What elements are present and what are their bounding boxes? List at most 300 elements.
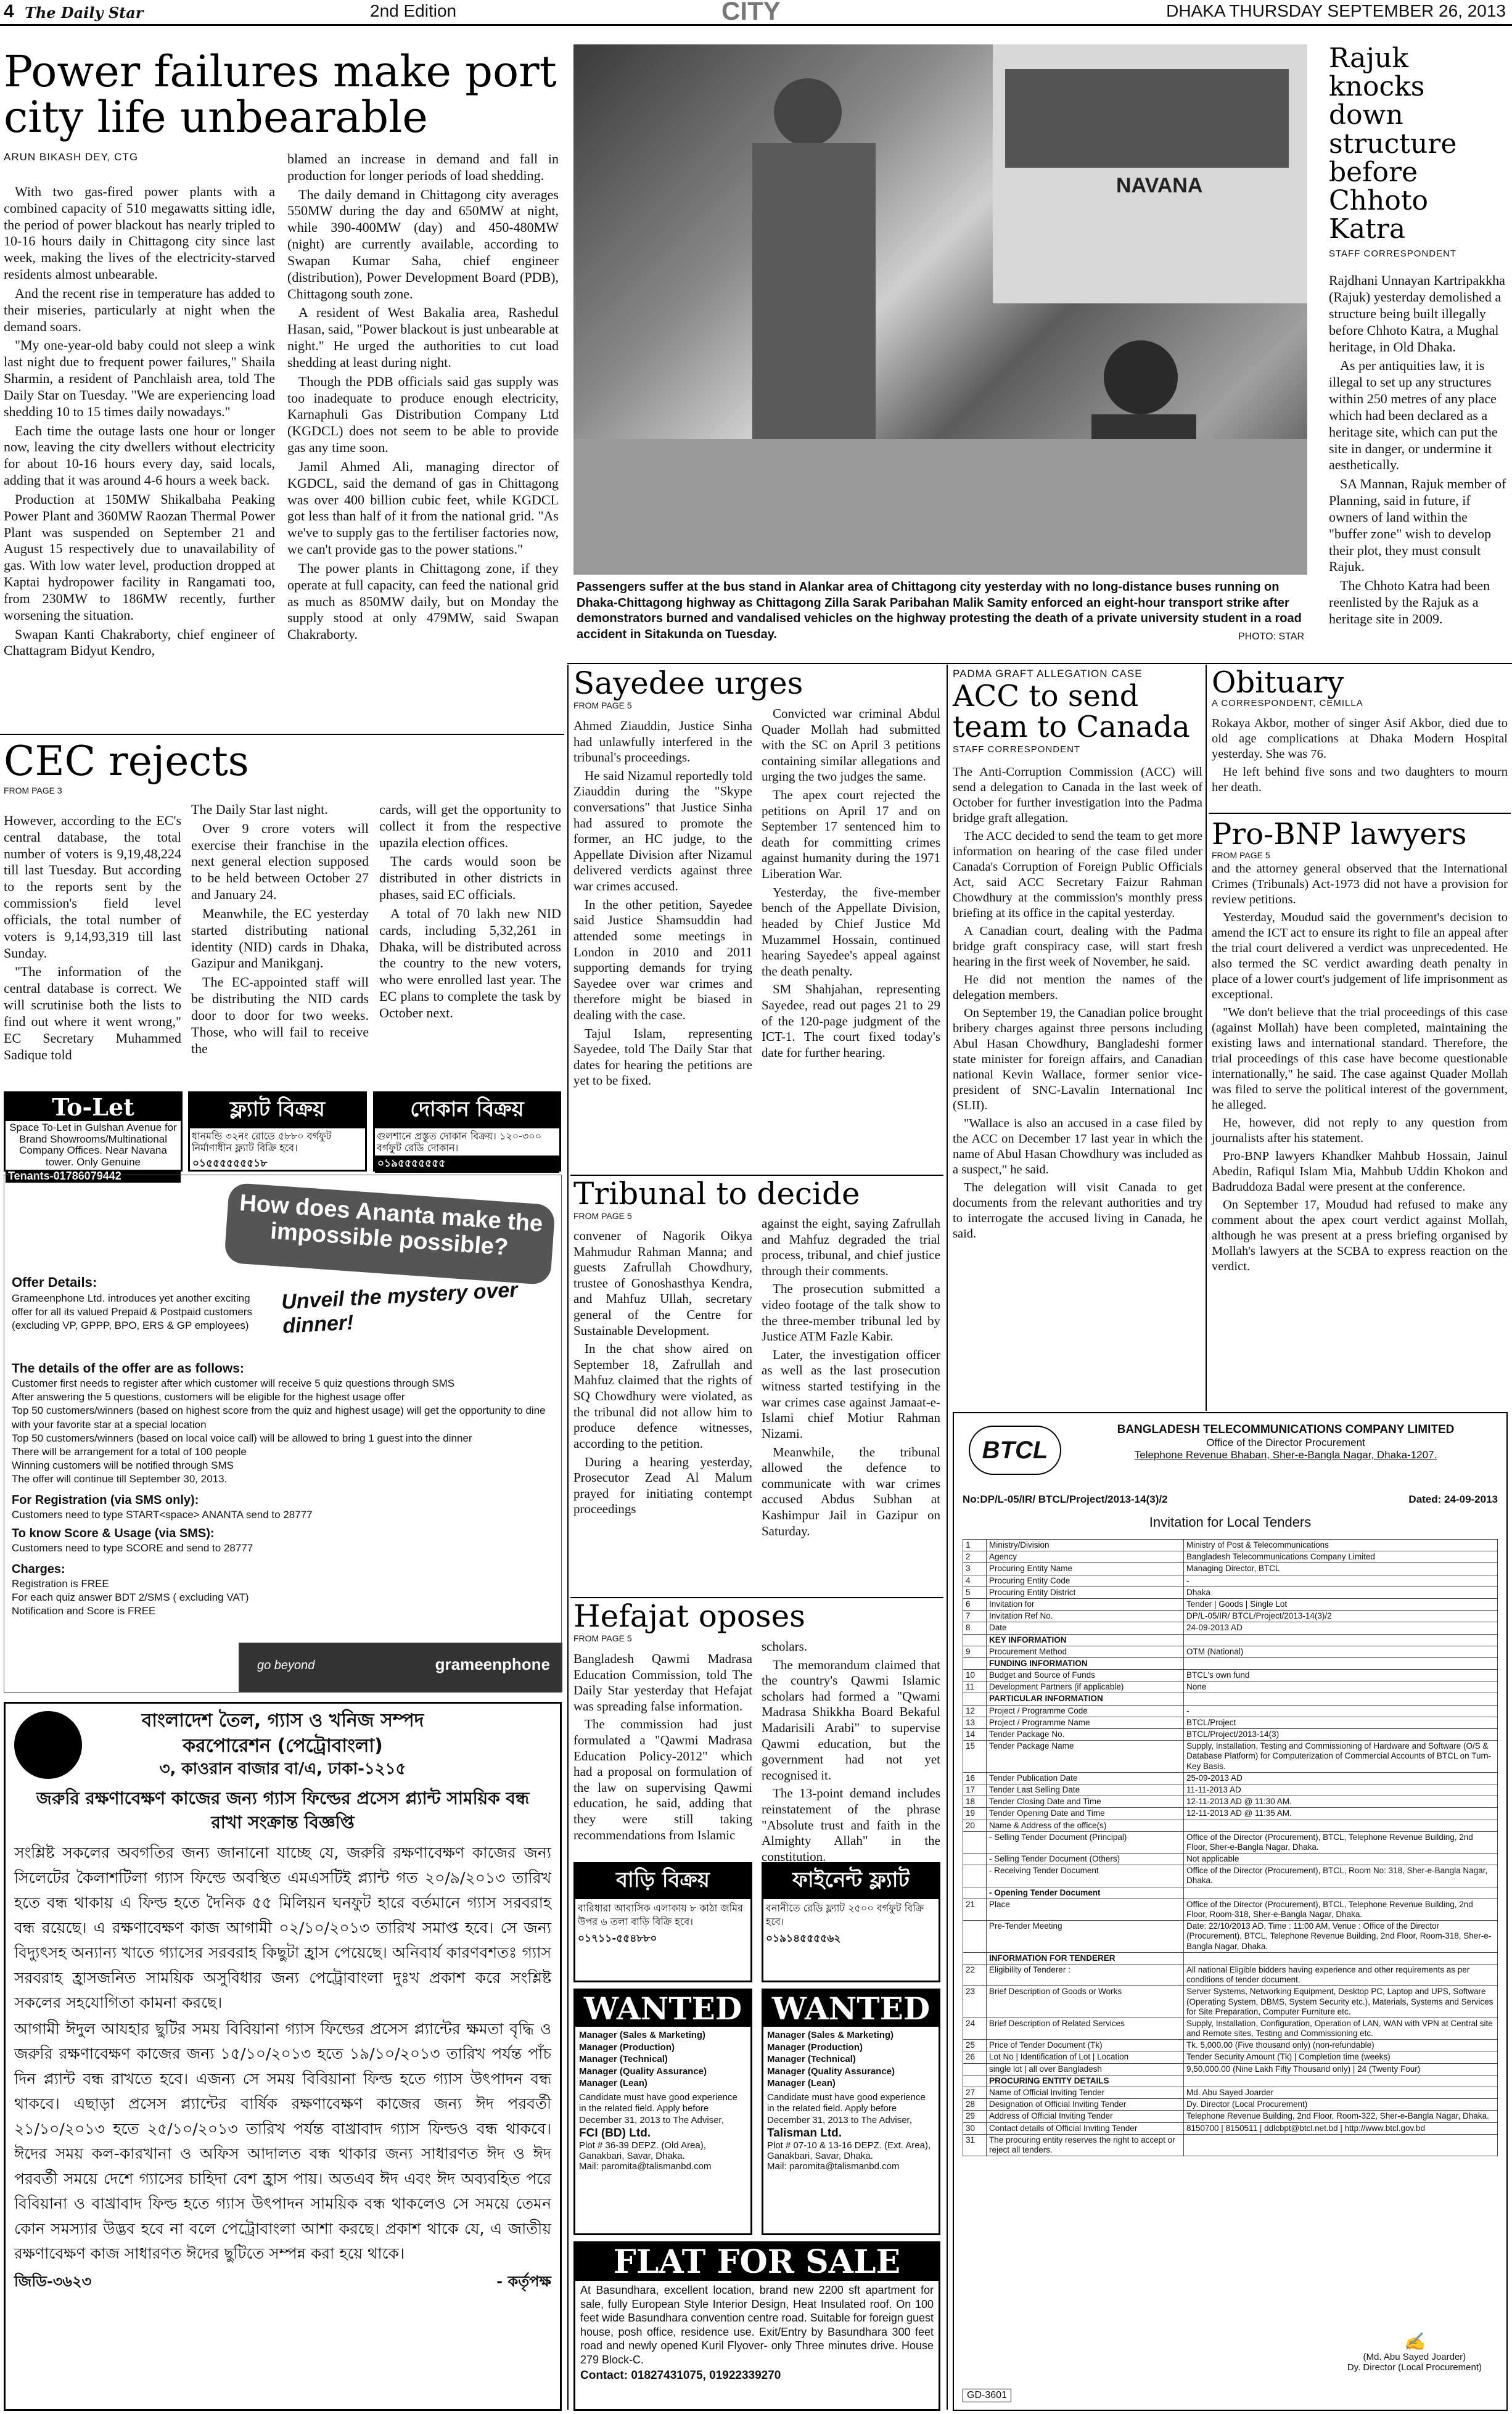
- tender-row-no: 11: [963, 1681, 987, 1693]
- ad-offer: [12, 1274, 271, 1332]
- btcl-logo: BTCL: [969, 1426, 1061, 1475]
- tender-row: [963, 1681, 1498, 1693]
- position-item: Manager (Technical): [579, 2054, 668, 2064]
- ad-text: গুলশানে প্রস্তুত দোকান বিক্রয়। ১২০-৩০০ বর্গফুট রেডি দোকান।: [377, 1130, 542, 1154]
- tribunal-col-2: [762, 1216, 940, 1592]
- ad-title: ফাইনেন্ট ফ্ল্যাট: [763, 1864, 939, 1899]
- ad-finished-flat-bn: [762, 1862, 940, 1982]
- tender-row-label: Tender Package No.: [987, 1729, 1184, 1741]
- paragraph: As per antiquities law, it is illegal to set up any structures within 250 metres of any place which had been declared as a heritage site, which can put the site in danger, or undermine it aesthetically.: [1329, 358, 1498, 473]
- paragraph: Later, the investigation officer as well as the last prosecution witness started testifying in the war crimes case against Jamaat-e-Islami chief Motiur Rahman Nizami.: [762, 1347, 940, 1441]
- btcl-signature: [1347, 2331, 1482, 2373]
- tender-row-value: [1184, 2134, 1498, 2156]
- paragraph: Yesterday, the five-member bench of the Appellate Division, headed by Chief Justice Md Muzammel Hossain, continued hearing Sayedee's appeal against the death penalty.: [762, 884, 940, 979]
- ad-company: Talisman Ltd.: [767, 2126, 842, 2140]
- btcl-company: BANGLADESH TELECOMMUNICATIONS COMPANY LIMITED: [1117, 1423, 1455, 1436]
- ad-wanted-fci: [573, 1989, 752, 2235]
- tender-row-no: 3: [963, 1563, 987, 1575]
- notice-sign: - কর্তৃপক্ষ: [496, 2272, 551, 2290]
- paragraph: and the attorney general observed that the International Crimes (Tribunals) Act-1973 did not have a provision for review petitions.: [1212, 861, 1508, 906]
- story-probnp: [1212, 819, 1508, 1398]
- photo-scene: [573, 44, 1307, 575]
- story-cec: [4, 737, 562, 796]
- paragraph: The Chhoto Katra had been reenlisted by the Rajuk as a heritage site in 2009.: [1329, 578, 1490, 626]
- ad-wanted-talisman: [762, 1989, 940, 2235]
- notice-org: [14, 1709, 551, 1780]
- tender-row-label: Contact details of Official Inviting Tender: [987, 2122, 1184, 2134]
- tender-row-value: Tender Security Amount (Tk) | Completion time (weeks): [1184, 2051, 1498, 2063]
- power-col-1: [4, 184, 275, 726]
- tender-row-label: Eligibility of Tenderer :: [987, 1964, 1184, 1985]
- btcl-refline: [963, 1493, 1498, 1506]
- btcl-office: Office of the Director Procurement: [1206, 1437, 1365, 1448]
- notice-ref: জিডি-৩৬২৩: [14, 2272, 92, 2290]
- tender-row-label: Date: [987, 1622, 1184, 1634]
- paragraph: cards, will get the opportunity to collect it from the respective upazila election offices.: [379, 802, 561, 850]
- tender-row-no: 8: [963, 1622, 987, 1634]
- tender-row-value: [1184, 1887, 1498, 1899]
- column-rule: [947, 665, 948, 2410]
- tender-row: [963, 1717, 1498, 1728]
- photo-credit: PHOTO: STAR: [1238, 631, 1304, 642]
- tender-row-no: [963, 2063, 987, 2075]
- byline-acc: STAFF CORRESPONDENT: [953, 744, 1081, 755]
- position-item: Manager (Technical): [767, 2054, 856, 2064]
- tender-row-label: Name of Official Inviting Tender: [987, 2087, 1184, 2099]
- divider: [0, 734, 564, 735]
- paragraph: On September 19, the Canadian police brought bribery charges against three persons including Abul Hasan Chowdhury, Bangladeshi former state minister for foreign affairs, and Canadian national Kevin Wallace, former senior vice-president of SNC-Lavalin International Inc (SLII).: [953, 1006, 1202, 1112]
- tender-row: [963, 1693, 1498, 1705]
- tender-row-no: 21: [963, 1899, 987, 1920]
- tender-row: [963, 1634, 1498, 1646]
- tender-row-value: None: [1184, 1681, 1498, 1693]
- paragraph: Meanwhile, the EC yesterday started distributing national identity (NID) cards in Dhaka, Gazipur and Manikganj.: [191, 905, 369, 971]
- tender-row-label: INFORMATION FOR TENDERER: [987, 1952, 1184, 1964]
- grameenphone-logo: grameenphone: [435, 1655, 550, 1673]
- tender-row: [963, 1854, 1498, 1865]
- paragraph: In the chat show aired on September 18, Zafrullah and Mahfuz claimed that the rights of SQ Chowdhury were violated, as the tribunal did not allow him to produce defence witnesses, according to the petition.: [573, 1341, 752, 1451]
- paragraph: Production at 150MW Shikalbaha Peaking Power Plant and 360MW Raozan Thermal Power Plant was suspended on September 21 and August 15 respectively due to unavailability of gas. With low water level, production dropped at Kaptai hydropower facility in Rangamati too, from 230MW to 186MW recently, further worsening the situation.: [4, 491, 275, 623]
- story-obituary: [1212, 667, 1508, 798]
- paragraph: However, according to the EC's central database, the total number of voters is 9,19,48,224 till last Tuesday. But according to the reports sent by the commission's field level officials, the total number of voters is 9,14,93,319 till last Sunday.: [4, 813, 181, 961]
- notice-footer: [14, 2270, 551, 2295]
- btcl-date: Dated: 24-09-2013: [1408, 1493, 1498, 1505]
- tender-row-value: Server Systems, Networking Equipment, Desktop PC, Laptop and UPS, Software (Operating System, DBMS, System Security etc.), Materials, Systems and Services for Site Preparation, Computer Furniture etc.: [1184, 1986, 1498, 2018]
- ad-address: Plot # 36-39 DEPZ. (Old Area), Ganakbari, Savar, Dhaka.: [579, 2140, 706, 2161]
- acc-body: [953, 765, 1202, 1241]
- tender-row-label: Address of Official Inviting Tender: [987, 2111, 1184, 2122]
- tender-row-value: Managing Director, BTCL: [1184, 1563, 1498, 1575]
- tender-row-value: [1184, 2075, 1498, 2087]
- tender-row-no: [963, 1634, 987, 1646]
- ad-score-title: To know Score & Usage (via SMS):: [12, 1527, 215, 1541]
- paragraph: convener of Nagorik Oikya Mahmudur Rahman Manna; and guests Zafrullah Chowdhury, trustee of Gonoshasthya Kendra, and Mahfuz Ullah, secretary general of the Centre for Sustainable Development.: [573, 1228, 752, 1338]
- paragraph: He said Nizamul reportedly told Ziauddin during the "Skype conversations" that Justice Sinha had assured to promote the former, an HC judge, to the Appellate Division after Nizamul delivered verdicts against three war crimes accused.: [573, 768, 752, 894]
- headline-probnp: Pro-BNP lawyers: [1212, 817, 1467, 852]
- tender-row: [963, 1575, 1498, 1587]
- tender-row: [963, 1921, 1498, 1953]
- tender-row-label: The procuring entity reserves the right to accept or reject all tenders.: [987, 2134, 1184, 2156]
- ad-title: To-Let: [6, 1093, 181, 1121]
- notice-para-1: সংশ্লিষ্ট সকলের অবগতির জন্য জানানো যাচ্ছে যে, জরুরি রক্ষণাবেক্ষণ কাজের জন্য সিলেটের কৈলাশটিলা গ্যাস ফিল্ডে অবস্থিত এমএসটিই প্ল্যান্ট গত ২০/৯/২০১৩ তারিখ হতে বন্ধ থাকায় এ ফিল্ড হতে দৈনিক ৫৫ মিলিয়ন ঘনফুট হারে বর্তমানে গ্যাস সরবরাহ বন্ধ রয়েছে। এ রক্ষণাবেক্ষণ কাজ আগামী ০২/১০/২০১৩ তারিখ সমাপ্ত হবে। সে জন্য বিদ্যুৎসহ অন্যান্য খাতে গ্যাসের সরবরাহ কিছুটা হ্রাস পেয়েছে। অনিবার্য কারণবশতঃ গ্যাস সরবরাহ হ্রাসজনিত সাময়িক অসুবিধার জন্য পেট্রোবাংলা দুঃখ প্রকাশ করে সংশ্লিষ্ট সকলের সহযোগিতা কামনা করছে।: [14, 1844, 551, 2012]
- tender-row: [963, 1646, 1498, 1657]
- tender-row-label: Procuring Entity Name: [987, 1563, 1184, 1575]
- tender-row-label: Place: [987, 1899, 1184, 1920]
- paragraph: He did not mention the names of the delegation members.: [953, 972, 1202, 1002]
- cec-col-1: [4, 813, 181, 1084]
- ad-score-text: Customers need to type SCORE and send to 28777: [12, 1542, 253, 1554]
- tender-row-no: 18: [963, 1796, 987, 1808]
- photo-caption: [577, 580, 1304, 643]
- news-photo: [573, 44, 1307, 575]
- ad-text: ধানমন্ডি ৩২নং রোডে ৫৮৮০ বর্গফুট নির্মাণাধীন ফ্ল্যাট বিক্রি হবে।: [192, 1130, 332, 1154]
- paragraph: Yesterday, Moudud said the government's decision to amend the ICT act to ensure its right to file an appeal after the trial court delivered a verdict was unprecedented. He also termed the SC verdict awarding death penalty in place of a lower court's judgement of life imprisonment as exceptional.: [1212, 910, 1508, 1001]
- org-name-1: বাংলাদেশ তৈল, গ্যাস ও খনিজ সম্পদ: [141, 1710, 424, 1731]
- tender-row-no: 22: [963, 1964, 987, 1985]
- paragraph: The Daily Star last night.: [191, 802, 328, 817]
- paragraph: Jamil Ahmed Ali, managing director of KGDCL, said the demand of gas in Chittagong was over 400 billion cubic feet, while KGDCL got less than half of it from the national grid. "As we've to supply gas to the fertiliser factories now, we can't provide gas to the power stations.": [287, 458, 559, 557]
- tender-row-value: Telephone Revenue Building, 2nd Floor, Room-322, Sher-e-Bangla Nagar, Dhaka.: [1184, 2111, 1498, 2122]
- tender-row-label: single lot | all over Bangladesh: [987, 2063, 1184, 2075]
- paragraph: Meanwhile, the tribunal allowed the defence to communicate with war crimes accused Abdus Subhan at Kashimpur Jail in Gazipur on Saturday.: [762, 1444, 940, 1538]
- ad-reg-text: Customers need to type START<space> ANANTA send to 28777: [12, 1509, 313, 1521]
- position-item: Manager (Lean): [767, 2078, 836, 2088]
- tender-row-no: 23: [963, 1986, 987, 2018]
- hefajat-col-2: [762, 1639, 940, 1864]
- tender-row-no: [963, 1693, 987, 1705]
- tender-row: [963, 1899, 1498, 1920]
- ground: [573, 439, 1307, 575]
- paragraph: against the eight, saying Zafrullah and Mahfuz degraded the trial process, tribunal, and chief justice through their comments.: [762, 1216, 940, 1278]
- ad-slogan: go beyond: [257, 1659, 315, 1672]
- tender-row-label: Budget and Source of Funds: [987, 1670, 1184, 1681]
- page-header: [0, 0, 1512, 26]
- tender-row-label: Tender Publication Date: [987, 1772, 1184, 1784]
- tender-row-label: FUNDING INFORMATION: [987, 1657, 1184, 1669]
- paragraph: "The information of the central database is correct. We will scrutinise both the lists to find out where it went wrong," EC Secretary Muhammed Sadique told: [4, 964, 181, 1062]
- btcl-address: Telephone Revenue Bhaban, Sher-e-Bangla Nagar, Dhaka-1207.: [1134, 1449, 1437, 1461]
- tender-row-no: 1: [963, 1540, 987, 1551]
- story-hefajat: [573, 1600, 940, 1644]
- tender-row-value: Office of the Director (Procurement), BTCL, Telephone Revenue Building, 2nd Floor, Sher-e-Bangla Nagar, Dhaka.: [1184, 1831, 1498, 1853]
- tender-row: [963, 1887, 1498, 1899]
- tender-row: [963, 2134, 1498, 2156]
- tender-row-no: [963, 1887, 987, 1899]
- tender-row-value: OTM (National): [1184, 1646, 1498, 1657]
- tender-row-value: Office of the Director (Procurement), BTCL, Telephone Revenue Building, 2nd Floor, Room-318, Sher-e-Bangla Nagar, Dhaka.: [1184, 1899, 1498, 1920]
- ad-title: FLAT FOR SALE: [575, 2243, 939, 2281]
- paragraph: The Anti-Corruption Commission (ACC) will send a delegation to Canada in the last week of October for further investigation into the Padma bridge graft allegation.: [953, 765, 1202, 825]
- tender-row-no: 29: [963, 2111, 987, 2122]
- paragraph: He, however, did not reply to any question from journalists after his statement.: [1212, 1115, 1508, 1145]
- tender-row: [963, 2051, 1498, 2063]
- tender-row: [963, 1964, 1498, 1985]
- tender-row-no: 24: [963, 2018, 987, 2039]
- paragraph: Over 9 crore voters will exercise their franchise in the next general election supposed to be held between October 27 and January 24.: [191, 820, 369, 903]
- ad-contact: Contact: 01827431075, 01922339270: [580, 2369, 781, 2382]
- tender-row-value: [1184, 1952, 1498, 1964]
- ad-note: Candidate must have good experience in the related field. Apply before December 31, 2013 to The Adviser,: [579, 2092, 738, 2125]
- notice-petrobangla: [4, 1702, 562, 2411]
- ad-footer-bar: [239, 1643, 562, 1692]
- tender-row-no: [963, 1831, 987, 1853]
- paragraph: He left behind five sons and two daughters to mourn her death.: [1212, 765, 1508, 795]
- edition-label: 2nd Edition: [370, 1, 457, 20]
- signature-mark-icon: ✍: [1403, 2331, 1426, 2352]
- btcl-gd-ref: GD-3601: [963, 2389, 1011, 2402]
- tender-row: [963, 1772, 1498, 1784]
- ad-tagline: Unveil the mystery over dinner!: [281, 1278, 519, 1338]
- tender-row: [963, 1622, 1498, 1634]
- tender-row: [963, 1741, 1498, 1773]
- story-acc: [953, 667, 1202, 1241]
- tender-row-value: Not applicable: [1184, 1854, 1498, 1865]
- tender-row-value: -: [1184, 1705, 1498, 1717]
- ad-phone: ০১৯৫৫৫৫৫৫৫: [375, 1156, 559, 1173]
- byline-power: ARUN BIKASH DEY, CTG: [4, 151, 139, 163]
- ad-phone: ০১৫৫৫৫৫৫৫১৮: [192, 1157, 268, 1170]
- tender-row-value: Tk. 5,000.00 (Five thousand only) (non-refundable): [1184, 2040, 1498, 2051]
- tender-row-value: 24-09-2013 AD: [1184, 1622, 1498, 1634]
- tender-row: [963, 1820, 1498, 1831]
- tender-row-label: Designation of Official Inviting Tender: [987, 2099, 1184, 2111]
- paragraph: Swapan Kanti Chakraborty, chief engineer of Chattagram Bidyut Kendro,: [4, 626, 275, 659]
- tender-row-label: Procuring Entity District: [987, 1587, 1184, 1598]
- tender-row: [963, 1705, 1498, 1717]
- paragraph: The 13-point demand includes reinstatement of the phrase "Absolute trust and faith in the Almighty Allah" in the constitution.: [762, 1786, 940, 1864]
- jump-hefajat: FROM PAGE 5: [573, 1633, 632, 1643]
- ad-offer-title: Offer Details:: [12, 1275, 97, 1290]
- paragraph: The cards would soon be distributed in other districts in phases, said EC officials.: [379, 853, 561, 903]
- jump-tribunal: FROM PAGE 5: [573, 1210, 632, 1221]
- paragraph: Convicted war criminal Abdul Quader Mollah had submitted with the SC on April 3 petitions containing similar allegations and urging the two judges the same.: [762, 706, 940, 784]
- tender-row-label: Lot No | Identification of Lot | Location: [987, 2051, 1184, 2063]
- tender-row: [963, 2122, 1498, 2134]
- tender-row-no: 2: [963, 1551, 987, 1563]
- paragraph: A resident of West Bakalia area, Rashedul Hasan, said, "Power blackout is just unbearable at night." He urged the authorities to cut load shedding at least during night.: [287, 305, 559, 370]
- sayedee-col-1: [573, 718, 752, 1168]
- ad-text: বনানীতে রেডি ফ্ল্যাট ২৫০০ বর্গফুট বিক্রি হবে।: [766, 1902, 924, 1928]
- paragraph: Though the PDB officials said gas supply was too inadequate to produce enough electricity, Karnaphuli Gas Distribution Company Ltd (KGDCL) does not seem to be able to provide gas any time soon.: [287, 373, 559, 456]
- person-figure: [752, 143, 876, 464]
- paragraph: Ahmed Ziauddin, Justice Sinha had unlawfully interfered in the tribunal's proceedings.: [573, 718, 752, 765]
- ad-positions: [763, 2027, 939, 2092]
- tender-row-label: Project / Programme Code: [987, 1705, 1184, 1717]
- tender-row-no: [963, 1865, 987, 1887]
- tender-row: [963, 2099, 1498, 2111]
- notice-btcl-tender: [953, 1412, 1508, 2411]
- ad-charge-item: Notification and Score is FREE: [12, 1605, 156, 1617]
- ad-detail-item: Customer first needs to register after which customer will receive 5 quiz questions through SMS: [12, 1377, 455, 1390]
- byline-obituary: A CORRESPONDENT, CEMILLA: [1212, 698, 1363, 709]
- tender-row-no: 15: [963, 1741, 987, 1773]
- headline-rajuk: Rajuk knocks down structure before Chhoto Katra: [1329, 43, 1457, 245]
- tender-row-value: Dy. Director (Local Procurement): [1184, 2099, 1498, 2111]
- headline-obituary: Obituary: [1212, 665, 1344, 700]
- ad-title: WANTED: [575, 1990, 750, 2027]
- person-figure: [774, 78, 842, 146]
- paragraph: In the other petition, Sayedee said Justice Shamsuddin had attended some meetings in London in 2010 and 2011 supporting demands for trying Sayedee over war crimes and therefore might be biased in dealing with the case.: [573, 897, 752, 1022]
- cec-col-3: [379, 802, 561, 1085]
- paragraph: A Canadian court, dealing with the Padma bridge graft conspiracy case, will start fresh hearing in the first week of November, he said.: [953, 924, 1202, 969]
- paragraph: SA Mannan, Rajuk member of Planning, said in future, if owners of land within the "buffer zone" wish to develop their plot, they must consult Rajuk.: [1329, 476, 1506, 575]
- org-address: ৩, কাওরান বাজার বা/এ, ঢাকা-১২১৫: [159, 1760, 406, 1778]
- position-item: Manager (Lean): [579, 2078, 647, 2088]
- tender-row: [963, 2087, 1498, 2099]
- tender-row-label: KEY INFORMATION: [987, 1634, 1184, 1646]
- ad-charges-title: Charges:: [12, 1562, 65, 1577]
- tender-table: [963, 1539, 1498, 2156]
- tender-row-no: 4: [963, 1575, 987, 1587]
- tender-row-label: Pre-Tender Meeting: [987, 1921, 1184, 1953]
- ad-title: দোকান বিক্রয়: [375, 1093, 559, 1128]
- tender-row-label: Procuring Entity Code: [987, 1575, 1184, 1587]
- tender-row-label: Ministry/Division: [987, 1540, 1184, 1551]
- btcl-ref: No:DP/L-05/IR/ BTCL/Project/2013-14(3)/2: [963, 1493, 1168, 1505]
- tender-row: [963, 2063, 1498, 2075]
- tender-row-no: 13: [963, 1717, 987, 1728]
- paragraph: The power plants in Chittagong zone, if they operate at full capacity, can feed the national grid as much as 850MW daily, but on Monday the supply stood at only 479MW, said Swapan Chakraborty.: [287, 560, 559, 643]
- headline-tribunal: Tribunal to decide: [573, 1176, 860, 1212]
- tender-row: [963, 1784, 1498, 1796]
- paragraph: "We don't believe that the trial proceedings of this case (against Mollah) have been completed, maintaining the existing laws and international standard. Therefore, the trial proceedings of this case have become questionable internationally," he said. The case against Quader Mollah was filed to serve the political interest of the government, he alleged.: [1212, 1005, 1508, 1112]
- masthead: The Daily Star: [25, 4, 144, 22]
- tender-row-no: [963, 2075, 987, 2087]
- paragraph: And the recent rise in temperature has added to their miseries, particularly at night when the demand soars.: [4, 285, 275, 334]
- ad-shop-sale-bn: [373, 1091, 561, 1172]
- tender-row: [963, 2040, 1498, 2051]
- ad-text: বারিধারা আবাসিক এলাকায় ৮ কাঠা জমির উপর ৬ তলা বাড়ি বিক্রি হবে।: [578, 1902, 743, 1928]
- tender-row-value: BTCL/Project/2013-14(3): [1184, 1729, 1498, 1741]
- tender-row: [963, 1865, 1498, 1887]
- tender-row-label: PROCURING ENTITY DETAILS: [987, 2075, 1184, 2087]
- tender-row-label: - Selling Tender Document (Principal): [987, 1831, 1184, 1853]
- page-number: 4: [4, 1, 14, 22]
- tender-row-value: [1184, 1634, 1498, 1646]
- tender-row-no: 9: [963, 1646, 987, 1657]
- tender-row-label: - Selling Tender Document (Others): [987, 1854, 1184, 1865]
- byline-rajuk: STAFF CORRESPONDENT: [1329, 248, 1457, 260]
- paragraph: On September 17, Moudud had refused to make any comment about the apex court verdict against Mollah, although he was present at a press briefing organised by Mollah's lawyers at the SCBA to express reaction on the verdict.: [1212, 1197, 1508, 1273]
- paragraph: With two gas-fired power plants with a combined capacity of 510 megawatts sitting idle, the period of power blackout has nearly tripled to 10-16 hours daily in Chittagong city since last week, making the lives of the electricity-starved residents almost unbearable.: [4, 184, 275, 282]
- org-name-2: করপোরেশন (পেট্রোবাংলা): [183, 1735, 383, 1757]
- tender-row-value: [1184, 1820, 1498, 1831]
- tender-row-value: 9,50,000.00 (Nine Lakh Fifty Thousand only) | 24 (Twenty Four): [1184, 2063, 1498, 2075]
- paragraph: The memorandum claimed that the country's Qawmi Islamic scholars had formed a "Qwami Madrasa Shikkha Board Bekaful Madarisili Arabi" to supervise Qawmi education, but the government had not yet recognised it.: [762, 1657, 940, 1783]
- paragraph: "Wallace is also an accused in a case filed by the ACC on December 17 last year in which the name of Abul Hasan Chowdhury was included as a suspect," he said.: [953, 1116, 1202, 1176]
- tender-row-no: [963, 1657, 987, 1669]
- hefajat-col-1: [573, 1651, 752, 1855]
- tender-row-label: Brief Description of Related Services: [987, 2018, 1184, 2039]
- btcl-org: [1074, 1423, 1498, 1461]
- headline-power: Power failures make port city life unbearable: [4, 46, 557, 142]
- headline-acc: ACC to send team to Canada: [953, 679, 1190, 745]
- tender-row-no: 26: [963, 2051, 987, 2063]
- tribunal-col-1: [573, 1228, 752, 1592]
- tender-row-label: Invitation for: [987, 1598, 1184, 1610]
- tender-row: [963, 1598, 1498, 1610]
- tender-row: [963, 1563, 1498, 1575]
- tender-row-no: 12: [963, 1705, 987, 1717]
- tender-row-label: Price of Tender Document (Tk): [987, 2040, 1184, 2051]
- ad-flat-for-sale: [573, 2241, 940, 2411]
- tender-row: [963, 1986, 1498, 2018]
- tender-row-label: Project / Programme Name: [987, 1717, 1184, 1728]
- paragraph: A total of 70 lakh new NID cards, including 5,32,261 in Dhaka, will be distributed across the country to the new voters, who were enrolled last year. The EC plans to complete the task by October next.: [379, 905, 561, 1020]
- tender-row-value: [1184, 1693, 1498, 1705]
- power-col-2: [287, 151, 559, 728]
- tender-row-value: DP/L-05/IR/ BTCL/Project/2013-14(3)/2: [1184, 1611, 1498, 1622]
- dateline: DHAKA THURSDAY SEPTEMBER 26, 2013: [1166, 1, 1506, 20]
- tender-row-label: Tender Last Selling Date: [987, 1784, 1184, 1796]
- ad-address: Plot # 07-10 & 13-16 DEPZ. (Ext. Area), Ganakbari, Savar, Dhaka.: [767, 2140, 931, 2161]
- ad-detail-item: Winning customers will be notified through SMS: [12, 1459, 234, 1471]
- caption-text: Passengers suffer at the bus stand in Alankar area of Chittagong city yesterday with no long-distance buses running on Dhaka-Chittagong highway as Chittagong Zilla Sarak Paribahan Malik Samity enforced an eight-hour transport strike after demonstrators burned and vandalised vehicles on the highway protesting the death of a private university student in a road accident in Sitakunda on Tuesday.: [577, 580, 1302, 641]
- tender-row-value: 12-11-2013 AD @ 11:35 AM.: [1184, 1808, 1498, 1820]
- story-sayedee: [573, 667, 940, 711]
- tender-row-label: Brief Description of Goods or Works: [987, 1986, 1184, 2018]
- tender-row-value: Supply, Installation, Configuration, Operation of LAN, WAN with VPN at Central site and Remote sites, Testing and Commissioning etc.: [1184, 2018, 1498, 2039]
- person-figure: [1104, 340, 1178, 414]
- tender-row-label: PARTICULAR INFORMATION: [987, 1693, 1184, 1705]
- signatory-title: Dy. Director (Local Procurement): [1347, 2362, 1482, 2373]
- story-rajuk: [1329, 44, 1508, 741]
- tender-row-no: 6: [963, 1598, 987, 1610]
- divider: [567, 663, 1512, 664]
- tender-row-value: All national Eligible bidders having experience and other requirements as per conditions of tender document.: [1184, 1964, 1498, 1985]
- paragraph: Rokaya Akbor, mother of singer Asif Akbor, died due to old age complications at Dhaka Modern Hospital yesterday. She was 76.: [1212, 716, 1508, 762]
- ad-phone: ০১৭১১-৫৫৪৮৮০: [578, 1932, 657, 1945]
- tender-row: [963, 1831, 1498, 1853]
- tender-row-value: Tender | Goods | Single Lot: [1184, 1598, 1498, 1610]
- paragraph: Each time the outage lasts one hour or longer now, leaving the city dwellers without electricity for about 10-16 hours every day, said locals, adding that it was around 4-6 hours a week back.: [4, 422, 275, 488]
- position-item: Manager (Quality Assurance): [579, 2066, 707, 2077]
- signatory-name: (Md. Abu Sayed Joarder): [1363, 2352, 1466, 2362]
- paragraph: scholars.: [762, 1639, 808, 1654]
- ad-company: FCI (BD) Ltd.: [579, 2126, 651, 2140]
- ad-title: বাড়ি বিক্রয়: [575, 1864, 750, 1899]
- tender-row: [963, 2075, 1498, 2087]
- paragraph: "My one-year-old baby could not sleep a wink last night due to frequent power failures," Shaila Sharmin, a resident of Panchlaish area, told The Daily Star on Tuesday. "We are experiencing load shedding 10 to 15 times daily nowadays.": [4, 337, 275, 419]
- tender-row-label: Tender Opening Date and Time: [987, 1808, 1184, 1820]
- ad-bubble: How does Ananta make the impossible possible?: [224, 1183, 556, 1286]
- tender-row-no: 25: [963, 2040, 987, 2051]
- paragraph: The ACC decided to send the team to get more information on hearing of the case filed under Canada's Corruption of Foreign Public Officials Act, said ACC Secretary Faizur Rahman Chowdhury at the commission's monthly press briefing at its office in the capital yesterday.: [953, 829, 1202, 920]
- ad-grameenphone: [4, 1175, 562, 1693]
- tender-row-label: Development Partners (if applicable): [987, 1681, 1184, 1693]
- ad-detail-item: Top 50 customers/winners (based on local voice call) will be allowed to bring 1 guest into the dinner: [12, 1432, 472, 1444]
- ad-title: WANTED: [763, 1990, 939, 2027]
- divider: [1209, 813, 1511, 814]
- bus-window: [1005, 69, 1289, 168]
- position-item: Manager (Production): [767, 2042, 863, 2053]
- tender-row-label: Name & Address of the office(s): [987, 1820, 1184, 1831]
- tender-row-no: 17: [963, 1784, 987, 1796]
- tender-row-no: 20: [963, 1820, 987, 1831]
- paragraph: SM Shahjahan, representing Sayedee, read out pages 21 to 29 of the 120-page judgment of the ICT-1. The court fixed today's date for further hearing.: [762, 982, 940, 1060]
- ad-details: [12, 1360, 554, 1619]
- tender-row-label: Agency: [987, 1551, 1184, 1563]
- ad-details-title: The details of the offer are as follows:: [12, 1361, 244, 1376]
- paragraph: blamed an increase in demand and fall in production for longer periods of load shedding.: [287, 151, 559, 183]
- tender-row: [963, 2018, 1498, 2039]
- tender-row-no: 31: [963, 2134, 987, 2156]
- tender-row: [963, 1540, 1498, 1551]
- tender-row: [963, 1587, 1498, 1598]
- paragraph: During a hearing yesterday, Prosecutor Zead Al Malum prayed for initiating contempt proceedings: [573, 1454, 752, 1517]
- ad-detail-item: The offer will continue till September 30, 2013.: [12, 1472, 228, 1485]
- tender-row-value: 8150700 | 8150511 | ddlcbpt@btcl.net.bd | http://www.btcl.gov.bd: [1184, 2122, 1498, 2134]
